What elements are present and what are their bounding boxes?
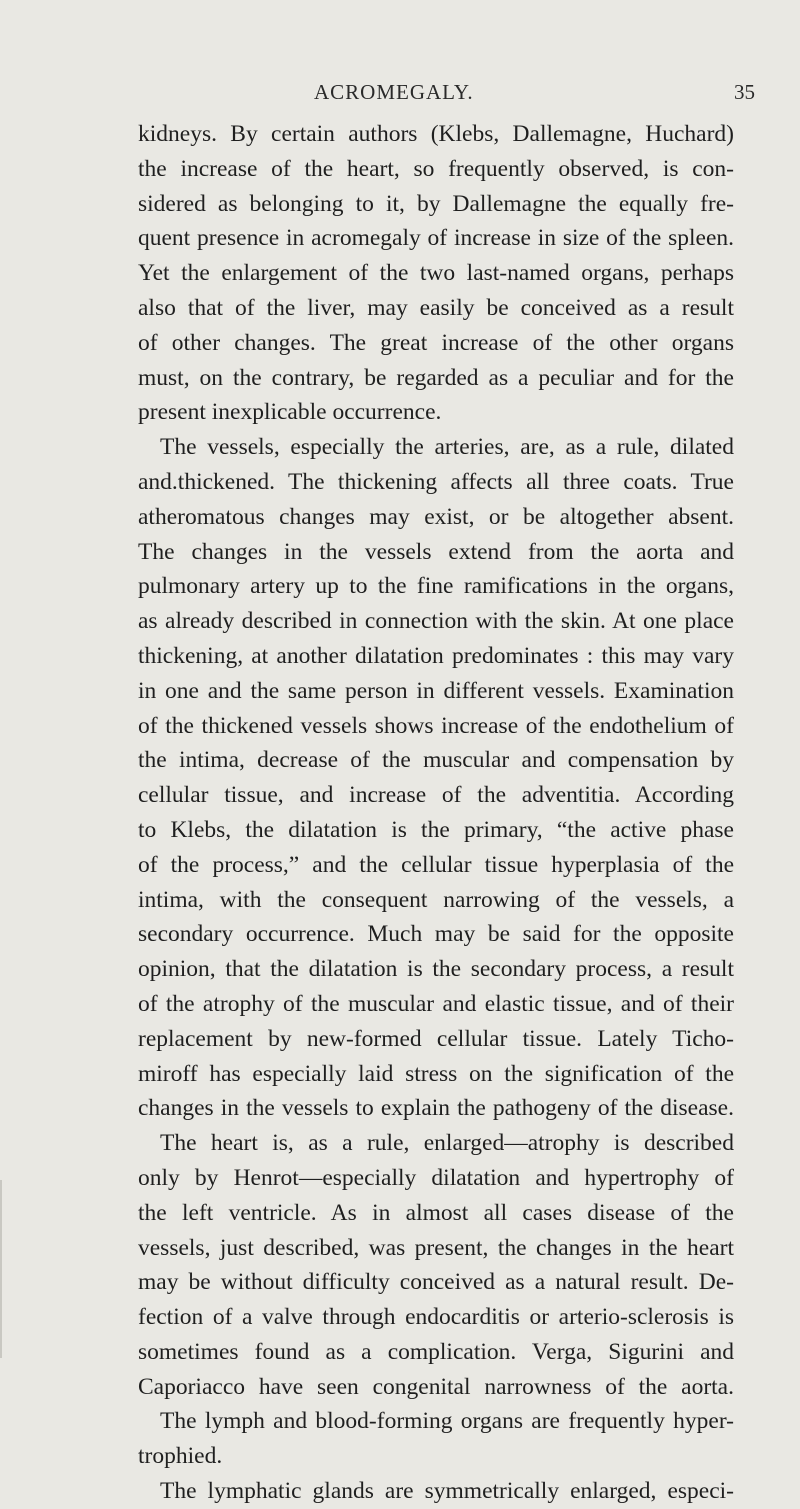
text-line: also that of the liver, may easily be conceived as a result — [138, 294, 734, 321]
text-line: kidneys. By certain authors (Klebs, Dallemagne, Huchard) — [138, 121, 734, 147]
running-head: ACROMEGALY. — [314, 80, 474, 104]
text-line: The changes in the vessels extend from the aorta and — [138, 538, 734, 565]
text-line: in one and the same person in different vessels. Examination — [138, 677, 734, 704]
text-line: The lymphatic glands are symmetrically enlarged, especi- — [160, 1478, 734, 1505]
text-line: miroff has especially laid stress on the signification of the — [138, 1060, 734, 1087]
text-line: of other changes. The great increase of the other organs — [138, 329, 734, 356]
text-line: of the process,” and the cellular tissue hyperplasia of the — [138, 851, 734, 878]
text-line: cellular tissue, and increase of the adventitia. According — [138, 782, 734, 809]
text-line: trophied. — [138, 1443, 223, 1470]
text-line: opinion, that the dilatation is the secondary process, a result — [138, 956, 734, 983]
text-line: The heart is, as a rule, enlarged—atrophy is described — [160, 1130, 734, 1157]
page-number: 35 — [734, 80, 755, 104]
text-line: the left ventricle. As in almost all cases disease of the — [138, 1199, 734, 1226]
text-line: as already described in connection with the skin. At one place — [138, 608, 734, 635]
text-line: quent presence in acromegaly of increase in size of the spleen. — [138, 225, 734, 252]
text-line: to Klebs, the dilatation is the primary, “the active phase — [138, 816, 734, 843]
text-line: The vessels, especially the arteries, are, as a rule, dilated — [160, 434, 734, 461]
text-line: Caporiacco have seen congenital narrowness of the aorta. — [138, 1373, 734, 1400]
text-line: sidered as belonging to it, by Dallemagne the equally fre- — [138, 190, 734, 217]
text-line: vessels, just described, was present, the changes in the heart — [138, 1234, 734, 1261]
text-line: may be without difficulty conceived as a natural result. De- — [138, 1269, 734, 1296]
text-line: sometimes found as a complication. Verga, Sigurini and — [138, 1338, 734, 1365]
text-line: Yet the enlargement of the two last-named organs, perhaps — [138, 260, 734, 287]
text-line: present inexplicable occurrence. — [138, 399, 442, 426]
text-line: atheromatous changes may exist, or be altogether absent. — [138, 503, 734, 530]
text-line: replacement by new-formed cellular tissue. Lately Ticho- — [138, 1025, 734, 1052]
text-line: intima, with the consequent narrowing of the vessels, a — [138, 886, 734, 913]
body-text — [138, 117, 734, 1509]
text-line: The lymph and blood-forming organs are frequently hyper- — [160, 1408, 734, 1435]
text-line: the intima, decrease of the muscular and compensation by — [138, 747, 734, 774]
text-line: fection of a valve through endocarditis or arterio-sclerosis is — [138, 1304, 734, 1331]
text-line: and.thickened. The thickening affects all three coats. True — [138, 468, 734, 495]
text-line: pulmonary artery up to the fine ramifications in the organs, — [138, 573, 734, 600]
page-header — [0, 80, 800, 110]
text-line: changes in the vessels to explain the pathogeny of the disease. — [138, 1095, 734, 1122]
text-line: only by Henrot—especially dilatation and hypertrophy of — [138, 1164, 734, 1191]
text-line: thickening, at another dilatation predominates : this may vary — [138, 642, 734, 669]
text-line: secondary occurrence. Much may be said for the opposite — [138, 921, 734, 948]
page-scan-edge — [0, 1180, 2, 1358]
text-line: must, on the contrary, be regarded as a peculiar and for the — [138, 364, 734, 391]
text-line: of the atrophy of the muscular and elastic tissue, and of their — [138, 990, 734, 1017]
text-line: the increase of the heart, so frequently observed, is con- — [138, 155, 734, 182]
text-line: of the thickened vessels shows increase of the endothelium of — [138, 712, 734, 739]
